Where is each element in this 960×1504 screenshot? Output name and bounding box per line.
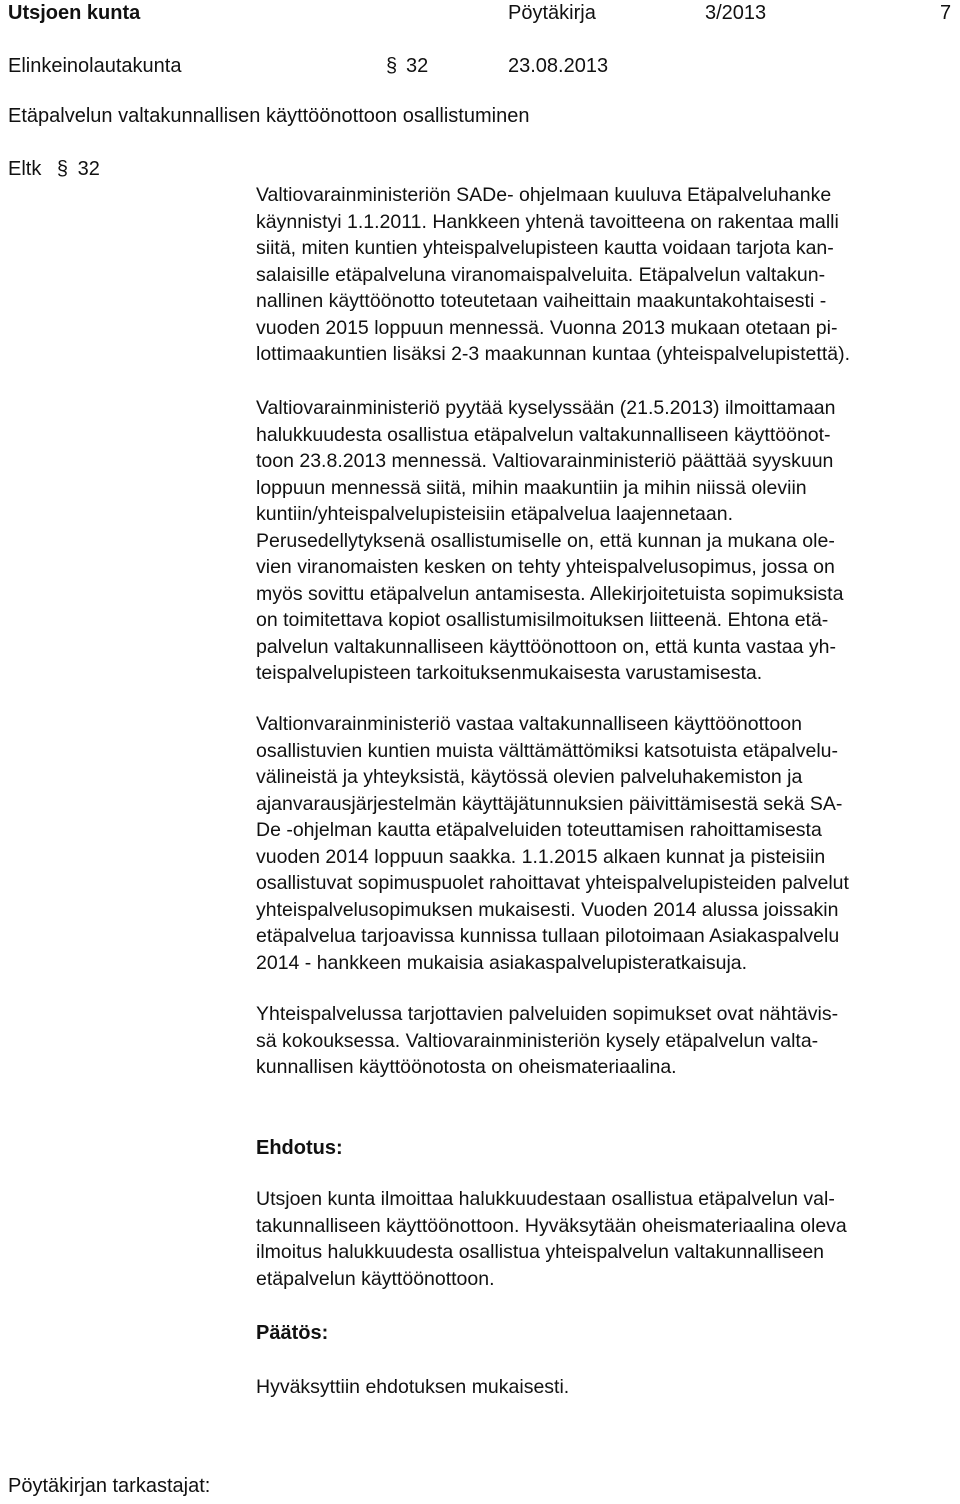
subject-heading: Etäpalvelun valtakunnallisen käyttöönottoon osallistuminen [8, 105, 530, 127]
minutes-reviewers-label: Pöytäkirjan tarkastajat: [8, 1475, 211, 1497]
decision-line: Hyväksyttiin ehdotuksen mukaisesti. [256, 1376, 570, 1398]
paragraph-line: osallistuvien kuntien muista välttämättömiksi katsotuista etäpalvelu- [256, 739, 839, 762]
paragraph-line: Yhteispalvelussa tarjottavien palveluiden sopimukset ovat nähtävis- [256, 1003, 839, 1025]
paragraph-line: Valtiovarainministeriö pyytää kyselyssään (21.5.2013) ilmoittamaan [256, 397, 836, 419]
proposal-line: ilmoitus halukkuudesta osallistua yhteispalvelun valtakunnalliseen [256, 1241, 825, 1263]
paragraph-line: palvelun valtakunnalliseen käyttöönottoon on, että kunta vastaa yh- [256, 635, 836, 658]
paragraph-line: Valtionvarainministeriö vastaa valtakunnalliseen käyttöönottoon [256, 713, 802, 735]
paragraph-line: on toimitettava kopiot osallistumisilmoituksen liitteenä. Ehtona etä- [256, 609, 829, 631]
paragraph-line: toon 23.8.2013 mennessä. Valtiovarainministeriö päättää syyskuun [256, 450, 834, 472]
paragraph-line: Valtiovarainministeriön SADe- ohjelmaan kuuluva Etäpalveluhanke [256, 184, 832, 206]
paragraph-line: loppuun mennessä siitä, mihin maakuntiin ja mihin niissä oleviin [256, 476, 807, 499]
paragraph-line: teispalvelupisteen tarkoituksenmukaisesta varustamisesta. [256, 662, 763, 684]
paragraph-line: sä kokouksessa. Valtiovarainministeriön kysely etäpalvelun valta- [256, 1029, 819, 1052]
section-number: 32 [406, 55, 429, 77]
section-symbol: § [386, 55, 398, 77]
paragraph-line: välineistä ja yhteyksistä, käytössä olevien palveluhakemiston ja [256, 766, 803, 788]
board-name: Elinkeinolautakunta [8, 55, 182, 77]
meeting-date: 23.08.2013 [508, 55, 609, 77]
paragraph-line: halukkuudesta osallistua etäpalvelun valtakunnalliseen käyttöönot- [256, 423, 831, 446]
reference-board: Eltk [8, 158, 42, 180]
paragraph-line: salaisille etäpalveluna viranomaispalveluita. Etäpalvelun valtakun- [256, 263, 826, 286]
body-paragraph [256, 182, 956, 368]
body-paragraph [256, 395, 956, 687]
paragraph-line: vien viranomaisten kesken on tehty yhteispalvelusopimus, jossa on [256, 556, 835, 578]
proposal-label: Ehdotus: [256, 1137, 343, 1159]
paragraph-line: yhteispalvelusopimuksen mukaisesti. Vuoden 2014 alussa joissakin [256, 898, 839, 921]
paragraph-line: vuoden 2015 loppuun mennessä. Vuonna 2013 mukaan otetaan pi- [256, 316, 838, 339]
reference-symbol: § [56, 158, 69, 180]
document-type: Pöytäkirja [508, 2, 596, 24]
body-paragraph [256, 1001, 956, 1081]
paragraph-line: De -ohjelman kautta etäpalveluiden toteuttamisen rahoittamisesta [256, 819, 822, 841]
paragraph-line: myös sovittu etäpalvelun antamisesta. Allekirjoitetuista sopimuksista [256, 582, 844, 605]
proposal-line: Utsjoen kunta ilmoittaa halukkuudestaan osallistua etäpalvelun val- [256, 1188, 835, 1210]
organization-name: Utsjoen kunta [8, 2, 141, 24]
paragraph-line: kuntiin/yhteispalvelupisteisiin etäpalvelua laajennetaan. [256, 503, 733, 525]
paragraph-line: nallinen käyttöönotto toteutetaan vaiheittain maakuntakohtaisesti - [256, 290, 827, 312]
body-paragraph [256, 711, 956, 976]
proposal-text [256, 1186, 956, 1292]
paragraph-line: siitä, miten kuntien yhteispalvelupisteen kautta voidaan tarjota kan- [256, 237, 834, 259]
proposal-line: takunnalliseen käyttöönottoon. Hyväksytään oheismateriaalina oleva [256, 1214, 847, 1237]
decision-label: Päätös: [256, 1322, 329, 1344]
paragraph-line: kunnallisen käyttöönotosta on oheismateriaalina. [256, 1056, 677, 1078]
document-number: 3/2013 [705, 2, 767, 24]
paragraph-line: osallistuvat sopimuspuolet rahoittavat yhteispalvelupisteiden palvelut [256, 872, 849, 894]
reference-label [8, 158, 100, 181]
proposal-line: etäpalvelun käyttöönottoon. [256, 1267, 495, 1290]
reference-number: 32 [77, 158, 100, 180]
paragraph-line: ajanvarausjärjestelmän käyttäjätunnuksien päivittämisestä sekä SA- [256, 792, 843, 815]
paragraph-line: etäpalvelua tarjoavissa kunnissa tullaan pilotoimaan Asiakaspalvelu [256, 925, 840, 947]
decision-text [256, 1374, 956, 1401]
paragraph-line: käynnistyi 1.1.2011. Hankkeen yhtenä tavoitteena on rakentaa malli [256, 210, 839, 233]
page-number: 7 [940, 2, 952, 24]
paragraph-line: Perusedellytyksenä osallistumiselle on, että kunnan ja mukana ole- [256, 529, 835, 552]
paragraph-line: vuoden 2014 loppuun saakka. 1.1.2015 alkaen kunnat ja pisteisiin [256, 845, 826, 868]
paragraph-line: lottimaakuntien lisäksi 2-3 maakunnan kuntaa (yhteispalvelupistettä). [256, 343, 850, 365]
paragraph-line: 2014 - hankkeen mukaisia asiakaspalvelupisteratkaisuja. [256, 951, 748, 974]
